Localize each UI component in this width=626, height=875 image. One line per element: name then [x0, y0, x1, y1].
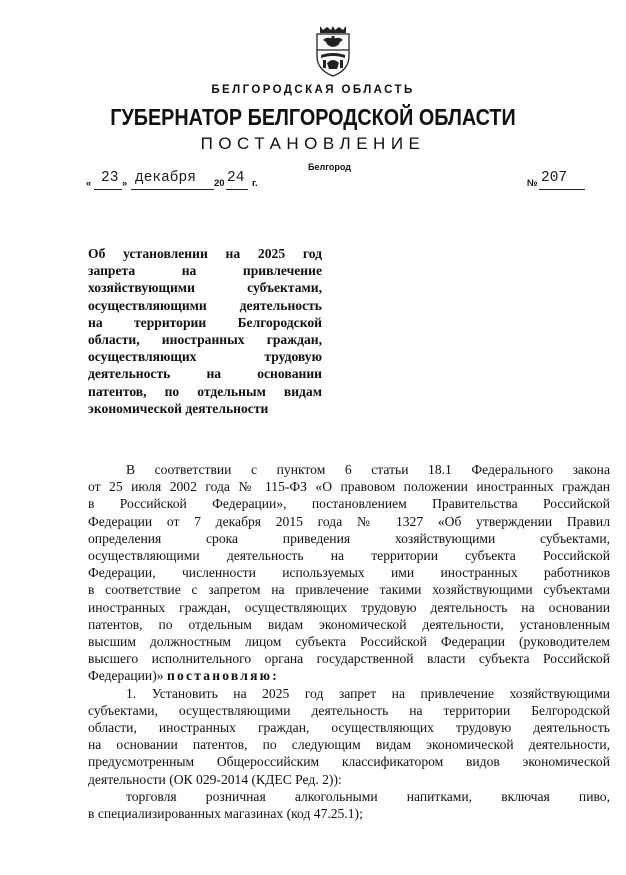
number-label: №: [527, 178, 538, 189]
body-line: в соответствие с запретом на привлечение такими хозяйствующими субъектами: [88, 582, 610, 598]
date-month: декабря: [135, 170, 196, 186]
title-line: осуществляющими деятельность: [88, 297, 322, 313]
date-day: 23: [101, 170, 119, 186]
body-line: от 25 июля 2002 года № 115-ФЗ «О правовом положении иностранных граждан: [88, 479, 610, 495]
date-year-suffix: 24: [227, 170, 245, 186]
city-name: Белгород: [308, 162, 351, 172]
title-line: Об установлении на 2025 год: [88, 246, 322, 261]
body-line: осуществляющими деятельность на территории субъекта Российской: [88, 548, 610, 564]
body-line: иностранных граждан, осуществляющих трудовую деятельность на основании: [88, 599, 610, 615]
title-line: на территории Белгородской: [88, 314, 322, 330]
body-line: В соответствии с пунктом 6 статьи 18.1 Федерального закона: [126, 462, 610, 477]
decree-title: [88, 245, 322, 417]
body-line: высшим должностным лицом субъекта Российской Федерации (руководителем: [88, 634, 610, 650]
item1-line: 1. Установить на 2025 год запрет на привлечение хозяйствующими: [126, 685, 610, 701]
item1-line: предусмотренным Общероссийским классификатором видов экономической: [88, 754, 610, 770]
decree-word: постановляю:: [166, 668, 279, 684]
date-year-mark: г.: [252, 178, 258, 189]
body-line: в Российской Федерации», постановлением Правительства Российской: [88, 496, 610, 512]
body-line: Федерации от 7 декабря 2015 года № 1327 «Об утверждении Правил: [88, 513, 610, 529]
body-line: определения срока приведения хозяйствующими субъектами,: [88, 530, 610, 546]
date-open-quote: «: [86, 178, 92, 189]
body-line: высшего исполнительного органа государственной власти субъекта Российской: [88, 651, 610, 667]
title-line: области, иностранных граждан,: [88, 332, 322, 348]
item1-line: субъектами, осуществляющими деятельность на территории Белгородской: [88, 702, 610, 718]
coat-of-arms-icon: [311, 26, 355, 78]
document-type: ПОСТАНОВЛЕНИЕ: [200, 134, 426, 153]
issuer-title: ГУБЕРНАТОР БЕЛГОРОДСКОЙ ОБЛАСТИ: [110, 104, 516, 130]
list-line: в специализированных магазинах (код 47.25.1);: [88, 806, 363, 822]
decree-body: [88, 461, 610, 822]
title-line: осуществляющих трудовую: [88, 349, 322, 365]
item1-line: деятельности (ОК 029-2014 (КДЕС Ред. 2)):: [88, 771, 342, 787]
title-line: патентов, по отдельным видам: [88, 383, 322, 399]
date-close-quote: »: [122, 178, 128, 189]
decree-number: 207: [541, 170, 568, 186]
title-line: деятельность на основании: [88, 366, 322, 382]
region-name: БЕЛГОРОДСКАЯ ОБЛАСТЬ: [211, 84, 415, 96]
body-line: патентов, по отдельным видам экономической деятельности, установленным: [88, 616, 610, 632]
title-line: запрета на привлечение: [88, 263, 322, 279]
item1-line: на основании патентов, по следующим видам экономической деятельности,: [88, 737, 610, 753]
body-last-text: Федерации)»: [88, 668, 164, 684]
title-line: хозяйствующими субъектами,: [88, 280, 322, 296]
title-line: экономической деятельности: [88, 400, 269, 416]
body-line: [88, 667, 610, 684]
item1-line: области, иностранных граждан, осуществляющих трудовую деятельность: [88, 720, 610, 736]
list-line: торговля розничная алкогольными напитками, включая пиво,: [126, 788, 610, 804]
body-line: Федерации, численности используемых ими иностранных работников: [88, 565, 610, 581]
date-year-prefix: 20: [214, 178, 225, 189]
